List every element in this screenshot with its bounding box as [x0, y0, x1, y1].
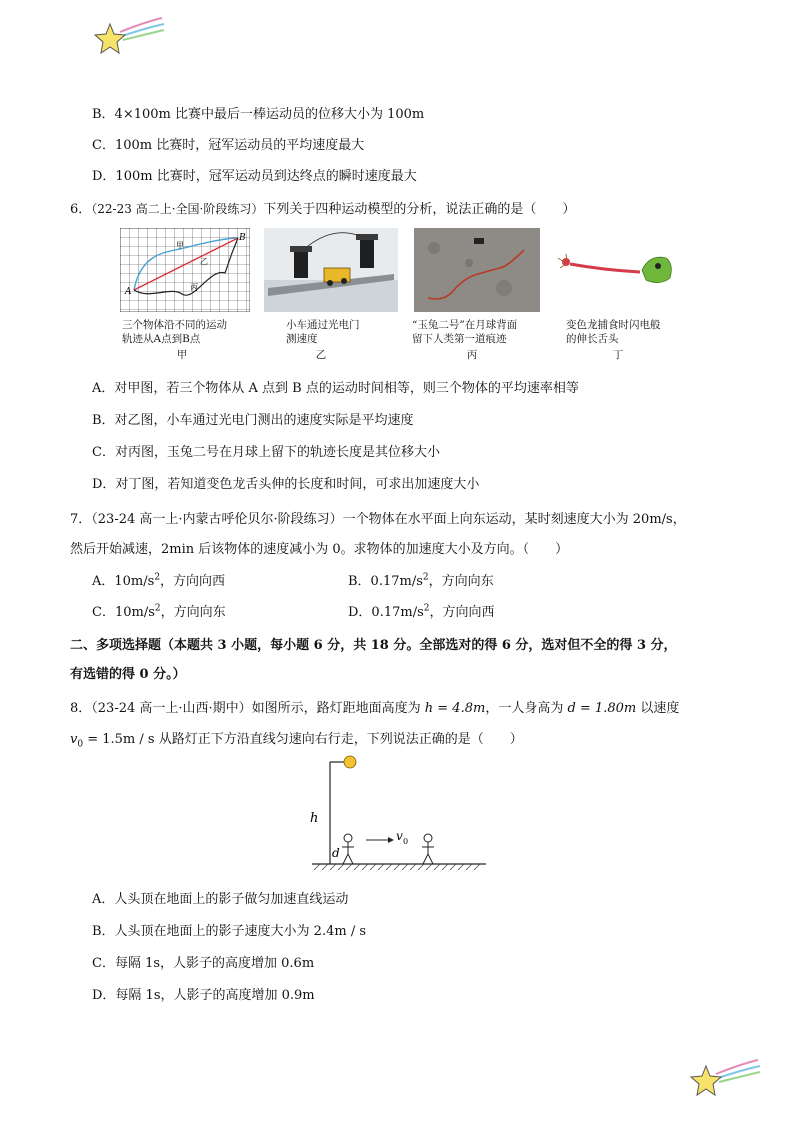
figure-bing-label: 丙 [466, 349, 478, 361]
point-b-label: B [239, 233, 246, 243]
path-jia-label: 甲 [176, 241, 184, 250]
shooting-star-icon-bottom [686, 1056, 766, 1102]
section-2-heading-line2: 有选错的得 0 分。） [70, 667, 186, 682]
q7-stem-line2: 然后开始减速，2min 后该物体的速度减小为 0。求物体的加速度大小及方向。（ ） [70, 542, 569, 557]
figure-ding-caption: 变色龙捕食时闪电般 的伸长舌头 [566, 319, 661, 345]
q6-option-b[interactable]: B．对乙图，小车通过光电门测出的速度实际是平均速度 [92, 413, 414, 428]
figure-ding-label: 丁 [612, 349, 624, 361]
q5-option-b[interactable]: B．4×100m 比赛中最后一棒运动员的位移大小为 100m [92, 107, 425, 122]
q8-option-b[interactable]: B．人头顶在地面上的影子速度大小为 2.4m / s [92, 924, 367, 939]
figure-bing-moon-track [414, 228, 540, 312]
q8-option-d[interactable]: D．每隔 1s，人影子的高度增加 0.9m [92, 988, 315, 1003]
figure-bing-caption: “玉兔二号”在月球背面 留下人类第一道痕迹 [412, 319, 518, 345]
figure-yi-label: 乙 [315, 349, 327, 361]
q8-d-equation: d = 1.80m [567, 701, 637, 716]
q6-option-c[interactable]: C．对丙图，玉兔二号在月球上留下的轨迹长度是其位移大小 [92, 445, 440, 460]
figure-ding-chameleon [554, 240, 674, 300]
person-start-icon [342, 834, 354, 864]
q8-option-c[interactable]: C．每隔 1s，人影子的高度增加 0.6m [92, 956, 315, 971]
q6-option-d[interactable]: D．对丁图，若知道变色龙舌头伸的长度和时间，可求出加速度大小 [92, 477, 480, 492]
q8-streetlamp-figure [300, 752, 490, 878]
velocity-subscript: 0 [403, 837, 409, 846]
shooting-star-icon-top [90, 14, 170, 60]
q8-stem-line1: 8．（23-24 高一上·山西·期中）如图所示，路灯距地面高度为 h = 4.8m，一人身高为 d = 1.80m 以速度 [70, 701, 680, 716]
lamp-height-label: h [310, 811, 319, 826]
point-a-label: A [125, 287, 132, 297]
path-yi-label: 乙 [200, 257, 208, 266]
q7-stem-line1: 7．（23-24 高一上·内蒙古呼伦贝尔·阶段练习）一个物体在水平面上向东运动，某时刻速度大小为 20m/s， [70, 512, 686, 527]
q8-option-a[interactable]: A．人头顶在地面上的影子做匀加速直线运动 [92, 892, 349, 907]
person-height-label: d [332, 846, 340, 860]
velocity-label: v [396, 829, 403, 843]
q6-option-a[interactable]: A．对甲图，若三个物体从 A 点到 B 点的运动时间相等，则三个物体的平均速率相等 [92, 381, 579, 396]
figure-jia-label: 甲 [176, 349, 188, 361]
q6-stem: 6．（22-23 高二上·全国·阶段练习）下列关于四种运动模型的分析，说法正确的是（ ） [70, 202, 576, 217]
q7-option-b[interactable]: B．$0.17m/s^2$，方向向东 [348, 572, 494, 589]
q8-h-equation: h = 4.8m [424, 701, 486, 716]
q5-option-c[interactable]: C．100m 比赛时，冠军运动员的平均速度最大 [92, 138, 365, 153]
q7-option-a[interactable]: A．$10m/s^2$，方向向西 [92, 572, 226, 589]
section-2-heading-line1: 二、多项选择题（本题共 3 小题，每小题 6 分，共 18 分。全部选对的得 6 分，选对但不全的得 3 分， [70, 638, 677, 653]
figure-jia-caption: 三个物体沿不同的运动 轨迹从A点到B点 [122, 319, 227, 345]
figure-yi-photogate [264, 228, 398, 312]
path-bing-label: 丙 [190, 283, 198, 292]
q8-stem-line2: $v_0 = 1.5m / s$ 从路灯正下方沿直线匀速向右行走，下列说法正确的是（ ） [70, 732, 523, 750]
q5-option-d[interactable]: D．100m 比赛时，冠军运动员到达终点的瞬时速度最大 [92, 169, 417, 184]
person-end-icon [422, 834, 434, 864]
figure-jia-grid [120, 228, 250, 312]
figure-yi-caption: 小车通过光电门 测速度 [286, 319, 360, 345]
q7-option-d[interactable]: D．$0.17m/s^2$，方向向西 [348, 603, 495, 620]
q7-option-c[interactable]: C．$10m/s^2$，方向向东 [92, 603, 226, 620]
q6-source: （22-23 高二上·全国·阶段练习） [91, 202, 264, 216]
